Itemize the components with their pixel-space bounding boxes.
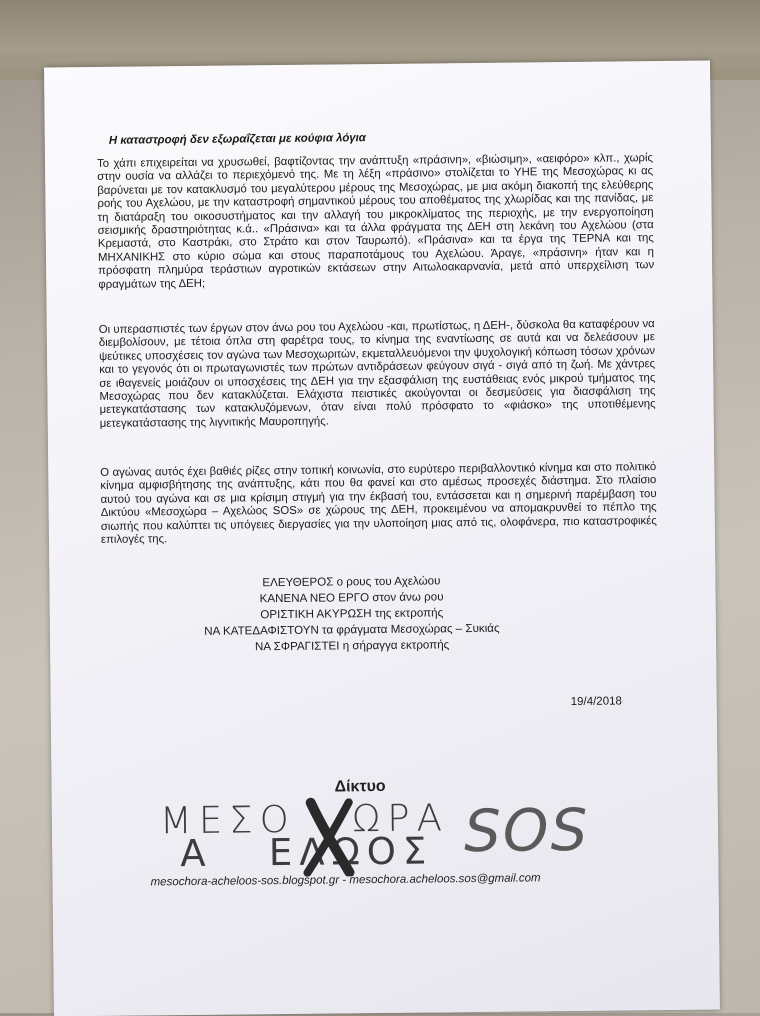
slogan-line: ΚΑΝΕΝΑ ΝΕΟ ΕΡΓΟ στον άνω ρου <box>259 590 444 606</box>
slogan-line: ΕΛΕΥΘΕΡΟΣ ο ρους του Αχελώου <box>262 574 441 590</box>
slogans-block <box>141 572 562 656</box>
paragraph-3: Ο αγώνας αυτός έχει βαθιές ρίζες στην τοπική κοινωνία, στο ευρύτερο περιβαλλοντικό κίνημα και στο πολιτικό κίνημα αμφισβήτησης της ανάπτυξης, κάτι που θα φανεί και στο αμέσως προσεχές διάστημα. Στο πλαίσιο αυτού του αγώνα και σε μια κρίσιμη στιγμή για την έκβασή του, εντάσσεται και η σημερινή παρέμβαση του Δικτύου «Μεσοχώρα – Αχελώος SOS» σε χώρους της ΔΕΗ, προκειμένου να απομακρυνθεί το πέπλο της σιωπής που καλύπτει τις υπόγειες διεργασίες για την υλοποίηση μιας από τις, ολοφάνερα, πιο καταστροφικές επιλογές της. <box>100 461 657 546</box>
leaflet-title: Η καταστροφή δεν εξωραΐζεται με κούφια λόγια <box>108 132 366 147</box>
logo-line-acheloos: Α ΕΛΩΟΣ <box>180 829 434 876</box>
paragraph-1: Το χάπι επιχειρείται να χρυσωθεί, βαφτίζοντας την ανάπτυξη «πράσινη», «βιώσιμη», «αειφόρο» κλπ., χωρίς στην ουσία να αλλάζει το περιεχόμενό της. Με τη λέξη «πράσινο» στολίζεται το ΥΗΕ της Μεσοχώρας κι ας βαρύνεται με τον κατακλυσμό του μεγαλύτερου μέρους της Μεσοχώρας, με μια ακόμη διακοπή της ελεύθερης ροής του Αχελώου, με την καταστροφή σημαντικού μέρους του αποθέματος της χλωρίδας και της πανίδας, με τη διατάραξη του οικοσυστήματος και την αλλαγή του μικροκλίματος της περιοχής, με την ενεργοποίηση σεισμικής δραστηριότητας κ.ά.. «Πράσινα» και τα άλλα φράγματα της ΔΕΗ στη λεκάνη του Αχελώου (στα Κρεμαστά, στο Καστράκι, στο Στράτο και στον Ταυρωπό). «Πράσινα» και τα έργα της ΤΕΡΝΑ και της ΜΗΧΑΝΙΚΗΣ στο κύριο σώμα και στους παραποτάμους του Αχελώου. Άραγε, «πράσινη» ήταν και η πρόσφατη πλημύρα τεράστιων αγροτικών εκτάσεων στην Αιτωλοακαρνανία, μετά από υπερχείλιση των φραγμάτων της ΔΕΗ; <box>96 152 655 291</box>
leaflet-date: 19/4/2018 <box>570 695 622 709</box>
slogan-line: ΝΑ ΚΑΤΕΔΑΦΙΣΤΟΥΝ τα φράγματα Μεσοχώρας – Συκιάς <box>204 621 500 638</box>
logo-x-mark <box>297 796 360 877</box>
contact-info: mesochora-acheloos-sos.blogspot.gr - mesochora.acheloos.sos@gmail.com <box>150 872 541 889</box>
logo-line-mesochora: ΜΕΣΟ ΩΡΑ <box>159 796 450 843</box>
printed-leaflet <box>44 61 720 1016</box>
logo-sos: SOS <box>463 795 590 866</box>
paragraph-2: Οι υπερασπιστές των έργων στον άνω ρου του Αχελώου -και, πρωτίστως, η ΔΕΗ-, δύσκολα θα καταφέρουν να διεμβολίσουν, με τέτοια όπλα στη φαρέτρα τους, το κίνημα της εναντίωσης σε αυτά και να δελεάσουν με ψεύτικες υποσχέσεις τον αγώνα των Μεσοχωριτών, εκμεταλλευόμενοι την ψυχολογική κόπωση τόσων χρόνων και το γεγονός ότι οι πρωταγωνιστές των πρώτων αντιδράσεων φεύγουν σιγά - σιγά από τη ζωή. Με χάντρες σε ιθαγενείς μοιάζουν οι υποσχέσεις της ΔΕΗ για την εξασφάλιση της ευστάθειας ενός μικρού τμήματος της Μεσοχώρας που δεν κατακλύζεται. Ελάχιστα πειστικές ακούγονται οι δεσμεύσεις για διασφάλιση της μετεγκατάστασης των κατακλυζόμενων, όταν είναι πολύ πρόσφατο το «φιάσκο» της υποτιθέμενης μετεγκατάστασης της λιγνιτικής Μαυροπηγής. <box>98 318 656 430</box>
slogan-line: ΝΑ ΣΦΡΑΓΙΣΤΕΙ η σήραγγα εκτροπής <box>254 638 450 654</box>
slogan-line: ΟΡΙΣΤΙΚΗ ΑΚΥΡΩΣΗ της εκτροπής <box>260 606 444 622</box>
logo-header: Δίκτυο <box>334 777 386 796</box>
